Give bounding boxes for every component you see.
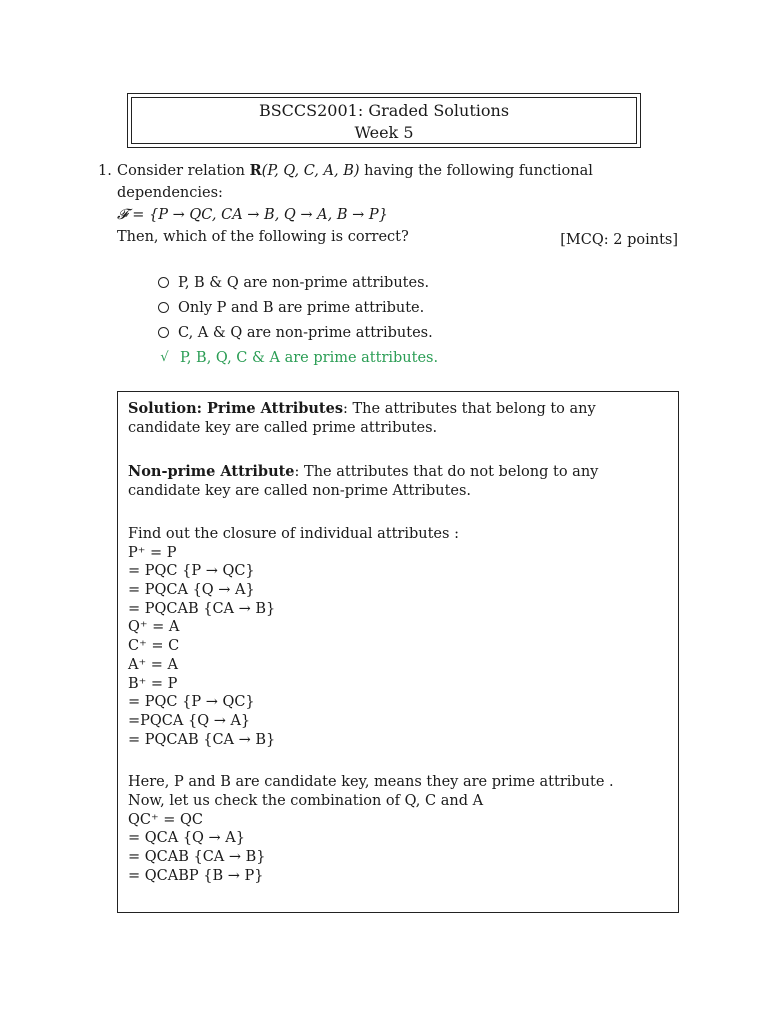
closure-lines (128, 544, 668, 750)
option-2[interactable] (158, 295, 438, 320)
relation-name: R (249, 162, 262, 179)
closure-line: =PQCA {Q → A} (128, 712, 251, 729)
conclusion-line: = QCA {Q → A} (128, 830, 245, 847)
checkmark-icon: √ (160, 349, 169, 365)
closure-line: = PQCAB {CA → B} (128, 600, 276, 617)
closure-line: = PQC {P → QC} (128, 694, 255, 711)
conclusion-line: = QCAB {CA → B} (128, 849, 266, 865)
closure-line: P⁺ = P (128, 544, 177, 561)
option-3[interactable] (158, 320, 438, 345)
document-title: BSCCS2001: Graded Solutions (258, 101, 510, 120)
closure-line: = PQC {P → QC} (128, 563, 255, 580)
closure-line: A⁺ = A (128, 656, 178, 673)
radio-button[interactable] (158, 277, 169, 288)
functional-dependencies: 𝓕 = {P → QC, CA → B, Q → A, B → P} (117, 207, 388, 223)
title-box (127, 93, 641, 148)
week-label: Week 5 (354, 123, 414, 142)
relation-args: (P, Q, C, A, B) (261, 163, 360, 179)
stem-suffix: having the following functional dependencies: (117, 163, 593, 201)
conclusion-line: = QCABP {B → P} (128, 867, 264, 884)
closure-line: C⁺ = C (128, 638, 180, 655)
option-text: P, B, Q, C & A are prime attributes. (180, 349, 439, 366)
question-prompt: Then, which of the following is correct? (117, 229, 409, 245)
option-text: C, A & Q are non-prime attributes. (178, 324, 433, 341)
nonprime-text: : The attributes that do not belong to any candidate key are called non-prime Attributes. (128, 464, 599, 499)
closure-line: = PQCA {Q → A} (128, 582, 255, 599)
option-text: P, B & Q are non-prime attributes. (178, 274, 430, 291)
prime-definition (128, 399, 668, 438)
radio-button[interactable] (158, 327, 169, 338)
question-number: 1. (98, 163, 112, 179)
option-text: Only P and B are prime attribute. (178, 299, 425, 316)
nonprime-definition (128, 462, 668, 501)
conclusion-lines (128, 773, 668, 885)
options-list (158, 270, 438, 370)
closure-line: Q⁺ = A (128, 619, 180, 636)
prime-text: : The attributes that belong to any candidate key are called prime attributes. (128, 401, 596, 436)
stem-prefix: Consider relation (117, 163, 250, 179)
solution-box (117, 391, 679, 913)
closure-line: = PQCAB {CA → B} (128, 731, 276, 748)
nonprime-heading: Non-prime Attribute (128, 463, 295, 480)
points-label: [MCQ: 2 points] (560, 232, 678, 248)
radio-button[interactable] (158, 302, 169, 313)
conclusion-line: Now, let us check the combination of Q, C and A (128, 792, 484, 809)
conclusion-line: QC⁺ = QC (128, 811, 203, 828)
spacer (128, 749, 668, 773)
spacer (128, 438, 668, 462)
spacer (128, 501, 668, 525)
conclusion-line: Here, P and B are candidate key, means they are prime attribute . (128, 774, 614, 791)
option-1[interactable] (158, 270, 438, 295)
option-4-correct[interactable] (158, 345, 438, 370)
title-inner-frame (131, 97, 637, 144)
prime-heading: Solution: Prime Attributes (128, 400, 343, 417)
closure-line: B⁺ = P (128, 675, 178, 692)
closure-heading: Find out the closure of individual attributes : (128, 526, 459, 542)
question-stem (117, 160, 677, 204)
